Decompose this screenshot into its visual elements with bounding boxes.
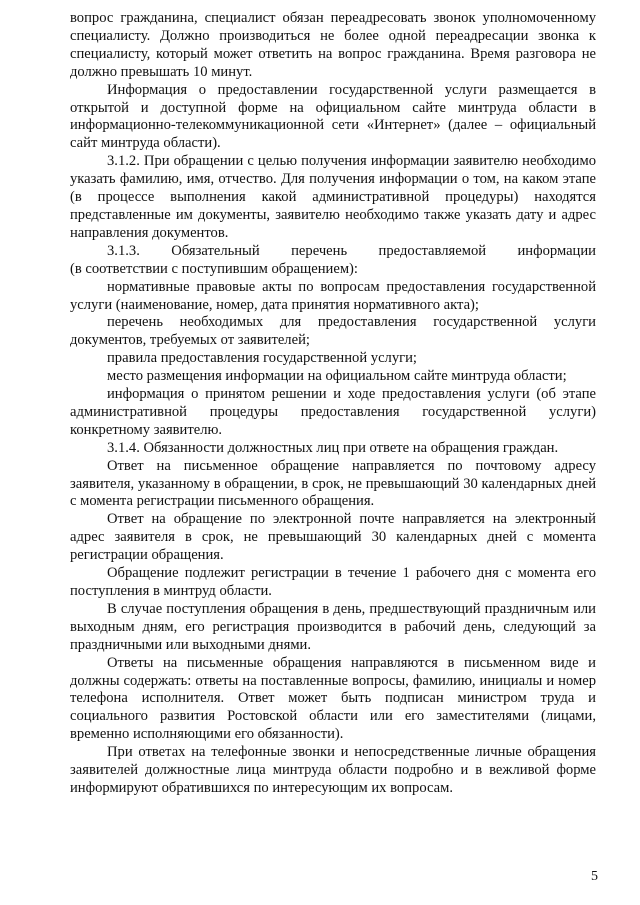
list-item: перечень необходимых для предоставления государственной услуги документов, требуемых от заявителей; xyxy=(70,314,596,349)
list-item: нормативные правовые акты по вопросам предоставления государственной услуги (наименование, номер, дата принятия нормативного акта); xyxy=(70,278,596,313)
paragraph: 3.1.4. Обязанности должностных лиц при ответе на обращения граждан. xyxy=(107,439,559,456)
paragraph: (в соответствии с поступившим обращением): xyxy=(70,260,358,277)
paragraph: В случае поступления обращения в день, предшествующий праздничным или выходным дням, его регистрация производится в рабочий день, следующий за праздничными или выходными днями. xyxy=(70,600,596,653)
page-number: 5 xyxy=(591,869,598,884)
list-item: место размещения информации на официальном сайте минтруда области; xyxy=(107,368,567,385)
paragraph: При ответах на телефонные звонки и непосредственные личные обращения заявителей должностные лица минтруда области подробно и в вежливой форме информируют обратившихся по интересующим их вопросам. xyxy=(70,744,596,796)
paragraph: Ответ на письменное обращение направляется по почтовому адресу заявителя, указанному в обращении, в срок, не превышающий 30 календарных дней с момента регистрации письменного обращения. xyxy=(70,457,596,510)
paragraph: вопрос гражданина, специалист обязан переадресовать звонок уполномоченному специалисту. Должно производиться не более одной переадресации звонка к специалисту, который может ответить на вопрос гражданина. Время разговора не должно превышать 10 минут. xyxy=(70,10,596,80)
paragraph: Ответы на письменные обращения направляются в письменном виде и должны содержать: ответы на поставленные вопросы, фамилию, инициалы и номер телефона исполнителя. Ответ может быть подписан министром труда и социального развития Ростовской области или его заместителями (лицами, временно исполняющими его обязанности). xyxy=(70,654,596,743)
list-item: правила предоставления государственной услуги; xyxy=(107,350,417,367)
paragraph: 3.1.3. Обязательный перечень предоставляемой информации xyxy=(107,242,596,259)
body-text xyxy=(70,10,596,798)
paragraph: Информация о предоставлении государственной услуги размещается в открытой и доступной форме на официальном сайте минтруда области в информационно-телекоммуникационной сети «Интернет» (далее – официальный сайт минтруда области). xyxy=(70,81,596,152)
list-item: информация о принятом решении и ходе предоставления услуги (об этапе административной процедуры предоставления государственной услуги) конкретному заявителю. xyxy=(70,386,596,438)
paragraph: 3.1.2. При обращении с целью получения информации заявителю необходимо указать фамилию, имя, отчество. Для получения информации о том, на каком этапе (в процессе выполнения какой административной процедуры) находятся представленные им документы, заявителю необходимо также указать дату и адрес направления документов. xyxy=(70,153,596,241)
paragraph: Ответ на обращение по электронной почте направляется на электронный адрес заявителя в срок, не превышающий 30 календарных дней с момента регистрации обращения. xyxy=(70,511,596,564)
paragraph: Обращение подлежит регистрации в течение 1 рабочего дня с момента его поступления в минтруд области. xyxy=(70,565,596,599)
